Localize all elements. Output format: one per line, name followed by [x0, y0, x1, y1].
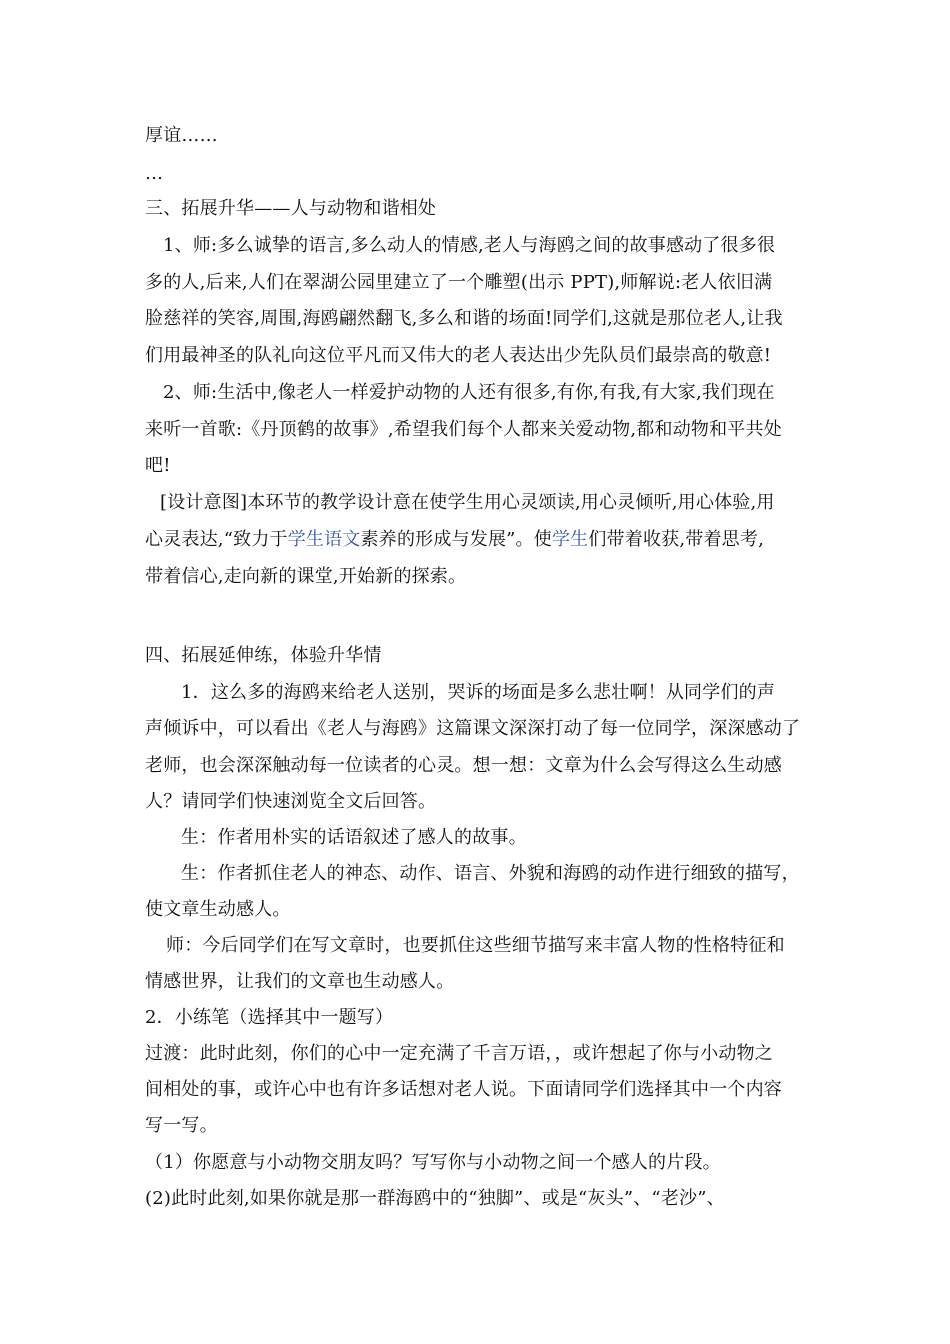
- paragraph-line: 师：今后同学们在写文章时，也要抓住这些细节描写来丰富人物的性格特征和: [166, 935, 785, 956]
- text-line: 厚谊……: [145, 125, 218, 146]
- paragraph-line: 脸慈祥的笑容,周围,海鸥翩然翻飞,多么和谐的场面!同学们,这就是那位老人,让我: [145, 308, 783, 329]
- paragraph-line: [145, 528, 825, 552]
- paragraph-line: （1）你愿意与小动物交朋友吗？写写你与小动物之间一个感人的片段。: [145, 1152, 721, 1173]
- link-text[interactable]: 学生: [551, 529, 589, 550]
- paragraph-line: 1．这么多的海鸥来给老人送别，哭诉的场面是多么悲壮啊！从同学们的声: [181, 682, 776, 703]
- paragraph-line: 带着信心,走向新的课堂,开始新的探索。: [145, 566, 467, 587]
- paragraph-line: 写一写。: [145, 1115, 218, 1136]
- paragraph-line: 生：作者用朴实的话语叙述了感人的故事。: [181, 827, 527, 848]
- paragraph-line: 们用最神圣的队礼向这位平凡而又伟大的老人表达出少先队员们最崇高的敬意!: [145, 345, 772, 366]
- paragraph-line: 多的人,后来,人们在翠湖公园里建立了一个雕塑(出示 PPT),师解说:老人依旧满: [145, 272, 773, 293]
- paragraph-line: 吧!: [145, 455, 171, 476]
- paragraph-line: 2、师:生活中,像老人一样爱护动物的人还有很多,有你,有我,有大家,我们现在: [163, 382, 775, 403]
- paragraph-line: 人？请同学们快速浏览全文后回答。: [145, 791, 437, 812]
- text-line: …: [145, 163, 164, 184]
- paragraph-line: [设计意图]本环节的教学设计意在使学生用心灵颂读,用心灵倾听,用心体验,用: [160, 492, 775, 513]
- paragraph-line: 老师，也会深深触动每一位读者的心灵。想一想：文章为什么会写得这么生动感: [145, 755, 782, 776]
- paragraph-line: 来听一首歌:《丹顶鹤的故事》,希望我们每个人都来关爱动物,都和动物和平共处: [145, 419, 782, 440]
- link-text[interactable]: 学生语文: [287, 529, 361, 550]
- paragraph-line: 过渡：此时此刻，你们的心中一定充满了千言万语，，或许想起了你与小动物之: [145, 1043, 773, 1064]
- text-span: 心灵表达,“致力于: [145, 529, 288, 550]
- section-heading: 三、拓展升华——人与动物和谐相处: [145, 198, 437, 219]
- paragraph-line: 声倾诉中，可以看出《老人与海鸥》这篇课文深深打动了每一位同学，深深感动了: [145, 718, 801, 739]
- paragraph-line: 1、师:多么诚挚的语言,多么动人的情感,老人与海鸥之间的故事感动了很多很: [163, 235, 776, 256]
- paragraph-line: 使文章生动感人。: [145, 899, 291, 920]
- paragraph-line: 情感世界，让我们的文章也生动感人。: [145, 971, 455, 992]
- paragraph-line: 2．小练笔（选择其中一题写）: [145, 1007, 394, 1028]
- text-span: 们带着收获,带着思考,: [588, 529, 765, 550]
- paragraph-line: 生：作者抓住老人的神态、动作、语言、外貌和海鸥的动作进行细致的描写，: [181, 863, 800, 884]
- text-span: 素养的形成与发展”。使: [360, 529, 552, 550]
- section-heading: 四、拓展延伸练，体验升华情: [145, 645, 382, 666]
- paragraph-line: 间相处的事，或许心中也有许多话想对老人说。下面请同学们选择其中一个内容: [145, 1079, 782, 1100]
- paragraph-line: (2)此时此刻,如果你就是那一群海鸥中的“独脚”、或是“灰头”、“老沙”、: [145, 1188, 725, 1209]
